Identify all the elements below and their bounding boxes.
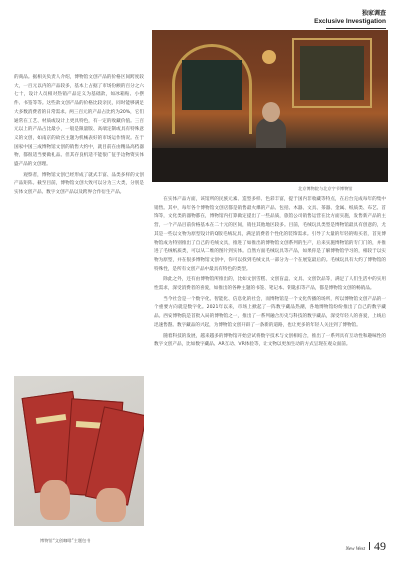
hand-right — [96, 488, 126, 522]
top-photo-caption: 北京博物院与北京字节博物馆 — [298, 186, 353, 191]
right-paragraph-1: 在实体产品方面，该馆所的民族元素、造型多样、色彩丰富，提于国内非收藏等特点，在后台完成每年的集中销售。其中，每年各个博物馆文创店都是销售最火爆的产品、包括、木器、文具、茶器、金属、纸质类、布艺、首饰等，文化类的器物都在，博物馆内打算做定提出了一些品质，旅馆公司销售运营在比方面实施，发售新产品的主营，一个产品目前价格基本在二十元的区间，销往其他地区较多。目前，毛绒玩具类型是博物馆最具有创意的，尤其是一些以文物为原型设计的Q版毛绒玩具，满足消费者个性化的装饰需求。引导了大量的年轻的购买者，首先博物馆成为特别推出了自己的毛绒文具，推进了如推出的博物馆文创系列的生产，后来实施博物馆的专门门的，并推进了毛绒纸质类，可以从二维的图片到实体。自然方面毛绒玩具等产品，如果你是了解博物馆学习的，相较于以实物为原型，并在很多博物馆文创中，你可以找到毛绒文具一部分为一个在展览最后的。毛绒玩具有大约了博物馆的特殊性，是所有文创产品中最具有特色的类型。 — [154, 197, 386, 272]
page-number: 49 — [374, 539, 386, 553]
header-divider — [326, 28, 386, 29]
museum-scene-photo — [152, 30, 388, 182]
cultural-product-photo — [14, 376, 144, 526]
left-paragraph-2: 观察者，博物馆文创已经形成了就式丰富、品类多样的文创产品矩阵。截至目前，博物馆文创大致可以分为三大类，分别是实体文创产品、数字文创产品以及跨界合作衍生产品。 — [14, 172, 144, 196]
display-screen — [182, 60, 242, 110]
right-paragraph-2: 除此之外，还有由博物馆所推出的，比如文创雪糕、文创盲盒、文具、文创饮品等，满足了人们生活中的实用性需求，深受消费者的喜爱，如推出的各种主题的书签、笔记本、钥匙扣等产品，都是博物馆文创的畅销品。 — [154, 277, 386, 292]
right-column-text — [154, 196, 386, 530]
section-header — [314, 10, 386, 26]
person-head — [262, 102, 280, 122]
section-title-en: Exclusive Investigation — [314, 18, 386, 25]
page-footer — [346, 539, 386, 554]
hand-left — [40, 480, 70, 520]
left-paragraph-1: 的商品。据相关负责人介绍，博物馆文创产品的价格区间跨度较大，一百元以内的产品较多，基本上占据了市场份额的百分之六七十，设计人员相对热销产品定义为基础款，如冰箱贴、小摆件、书签等等。这些款文创产品的价格比较亲民，同时能够满足大多数消费者的日常需求。两三百元的产品占比约为20%，它们通常在工艺、材质或设计上更具特色，有一定的收藏价值。三百元以上的产品占比最小，一般是限量版、高端定制或具有特殊意义的文创，如南京的故宫主题为机械表好的市场运作情况。在于国家中国三成博物馆文创的销售大约中，就目前在由精品高档器物，都很适当要做礼品。但其存良机适不能很广征手边物资实体盛产品的文创理。 — [14, 75, 144, 168]
section-title-cn: 独家调查 — [361, 10, 386, 17]
frame-artwork — [300, 46, 364, 100]
footer-divider — [369, 542, 370, 550]
lamp-light — [262, 50, 276, 64]
right-paragraph-4: 随着科技的发展，越来越多的博物馆开始尝试将数字技术与文创相结合，推出了一系列具有互动性和趣味性的数字文创产品，比如数字藏品、AR互动、VR体验等，让文物以更加生动的方式呈现在观众面前。 — [154, 333, 386, 348]
bottom-photo-caption: 博物馆“文创咖啡”主题包书 — [40, 538, 91, 543]
right-paragraph-3: 当今社会是一个数字化、智能化、信息化的社会，而博物馆是一个文化传播的场所，所以博物馆文创产品的一个重要方向就是数字化。2021年以来，市场上掀起了一阵数字藏品热潮，各地博物馆纷纷推出了自己的数字藏品。西安博物院是首批入局的博物馆之一，推出了一系列融合历史与科技的数字藏品，深受年轻人的喜爱，上线后迅速售罄。数字藏品的兴起，为博物馆文创开辟了一条新的道路，也让更多的年轻人关注到了博物馆。 — [154, 296, 386, 328]
publication-name: New West — [345, 547, 365, 552]
desk-foreground — [152, 148, 388, 182]
left-column-text — [14, 74, 144, 374]
